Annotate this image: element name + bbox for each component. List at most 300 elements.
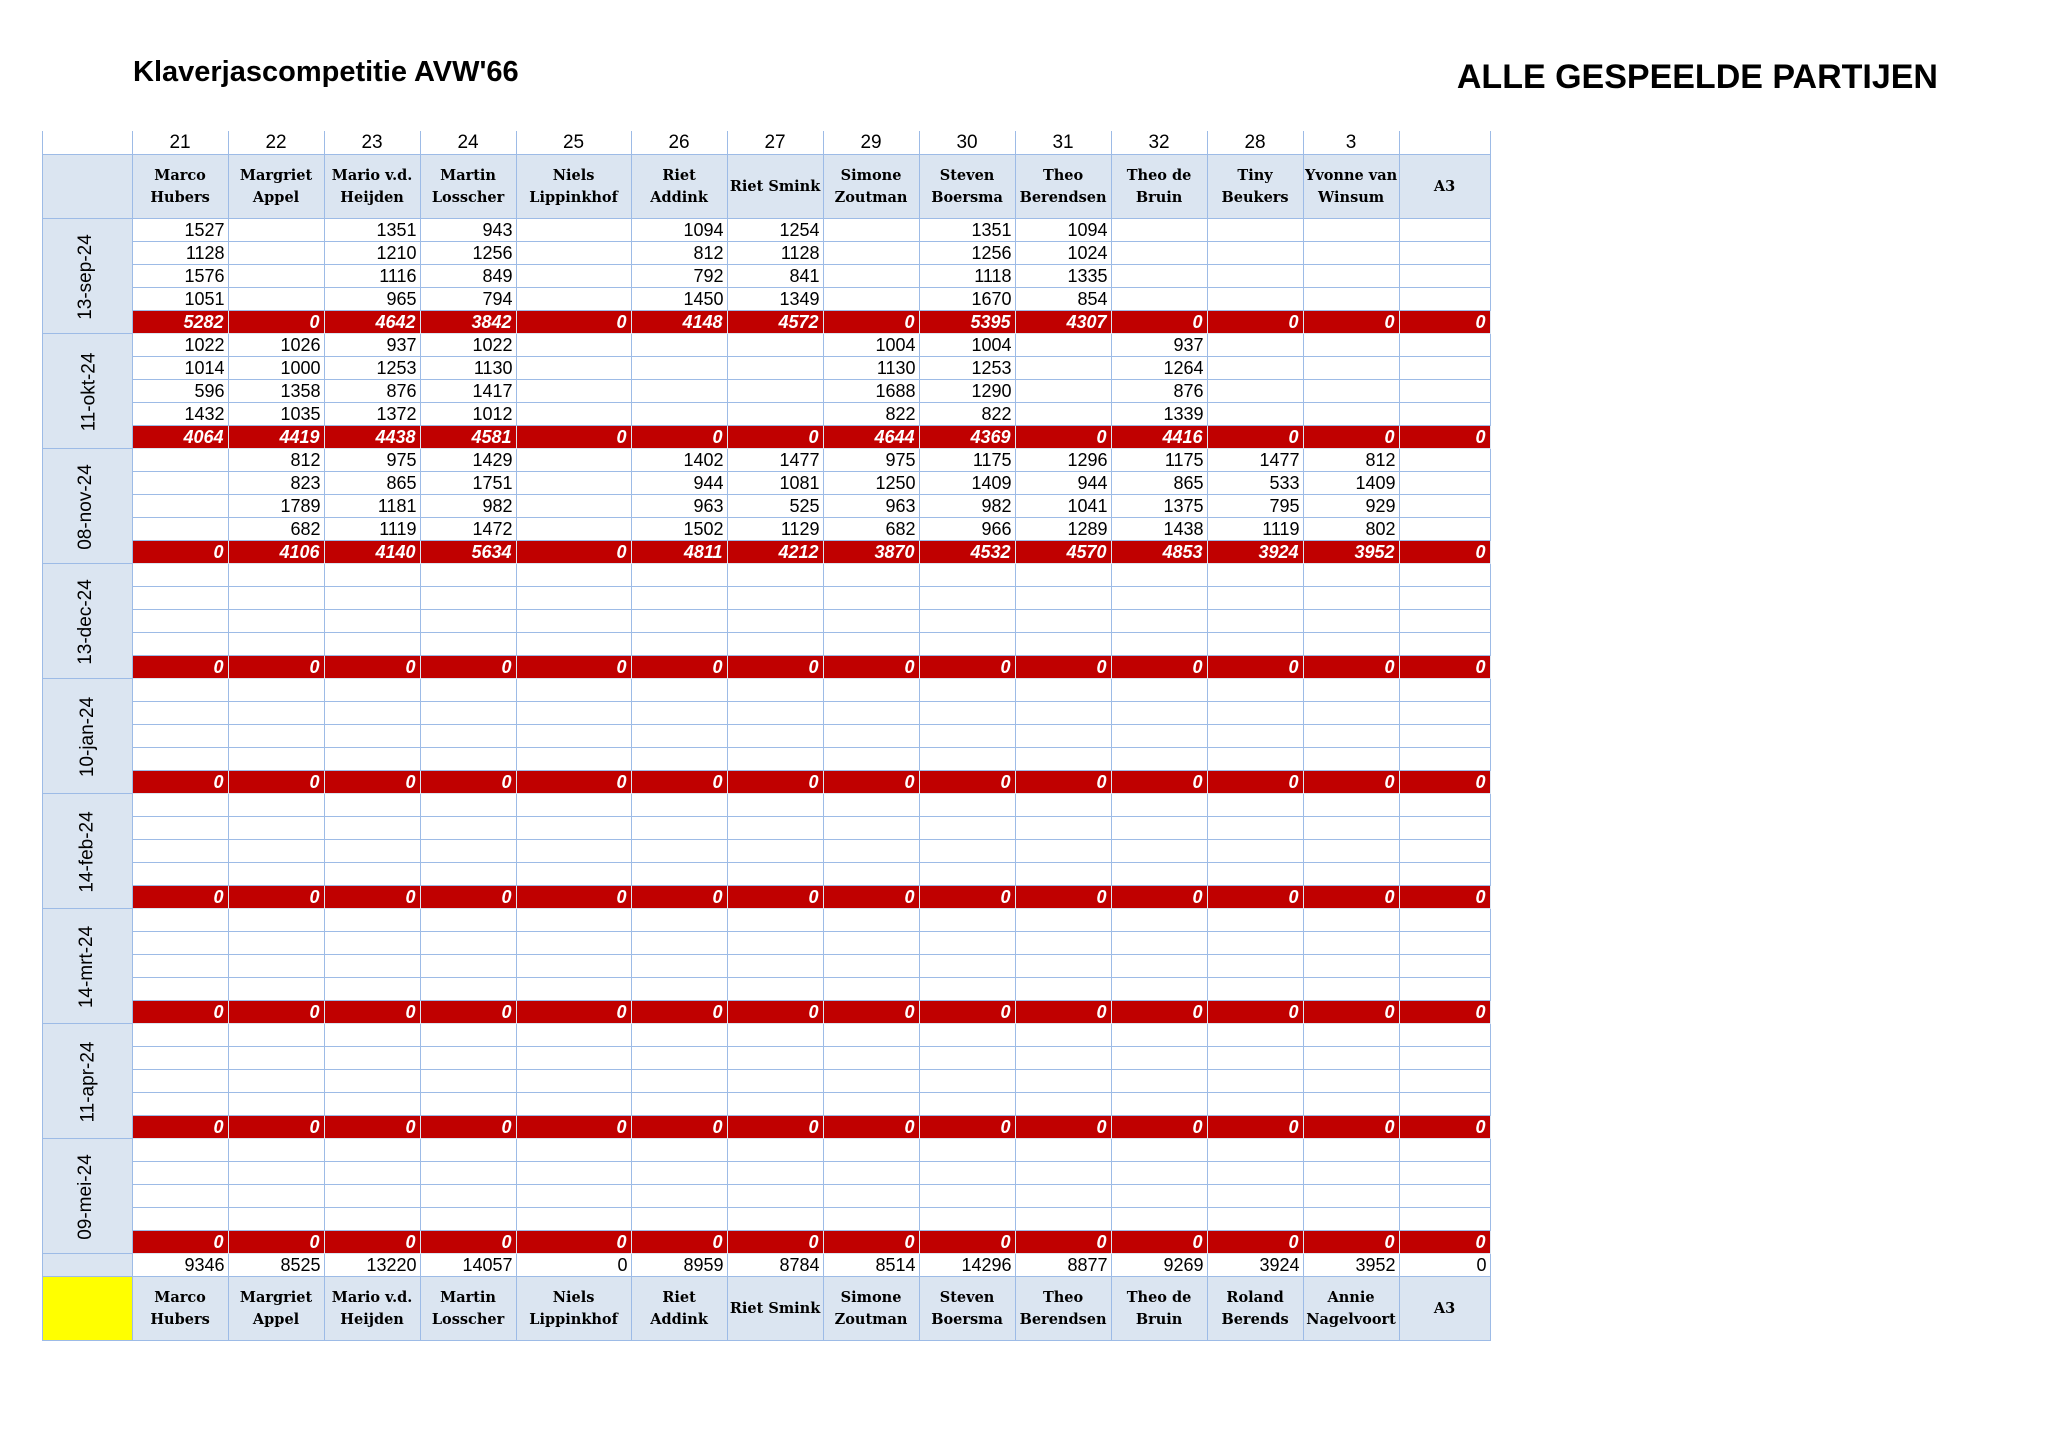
score-cell: [631, 1047, 727, 1070]
score-cell: 1477: [727, 449, 823, 472]
score-cell: [228, 1185, 324, 1208]
score-cell: [324, 909, 420, 932]
player-name-line2: Losscher: [431, 1310, 505, 1328]
score-row: [43, 633, 1491, 656]
score-cell: [1207, 909, 1303, 932]
score-cell: [727, 1139, 823, 1162]
subtotal-cell: 4644: [823, 426, 919, 449]
score-cell: [631, 955, 727, 978]
score-cell: [823, 1162, 919, 1185]
subtotal-cell: 0: [727, 1116, 823, 1139]
subtotal-cell: 0: [132, 771, 228, 794]
score-cell: [228, 909, 324, 932]
score-cell: [228, 1162, 324, 1185]
score-cell: 1472: [420, 518, 516, 541]
score-cell: [727, 357, 823, 380]
subtotal-cell: 0: [228, 1116, 324, 1139]
score-cell: [516, 1185, 631, 1208]
score-cell: [1399, 265, 1490, 288]
score-cell: [1207, 932, 1303, 955]
score-cell: 1175: [1111, 449, 1207, 472]
score-cell: [1207, 1208, 1303, 1231]
score-cell: [727, 334, 823, 357]
score-cell: [132, 587, 228, 610]
score-cell: 1409: [919, 472, 1015, 495]
player-name-line2: Appel: [252, 188, 300, 206]
total-cell: 9346: [132, 1254, 228, 1277]
score-cell: [1399, 817, 1490, 840]
subtotal-cell: 0: [420, 1001, 516, 1024]
score-cell: [228, 288, 324, 311]
score-cell: [727, 564, 823, 587]
score-cell: [631, 403, 727, 426]
subtotal-cell: 4570: [1015, 541, 1111, 564]
score-cell: [1015, 909, 1111, 932]
player-name: [420, 1277, 516, 1341]
score-cell: [132, 1208, 228, 1231]
subtotal-cell: 0: [324, 656, 420, 679]
player-number: 31: [1015, 131, 1111, 155]
score-cell: [919, 1070, 1015, 1093]
subtotal-cell: 0: [516, 886, 631, 909]
score-cell: [823, 288, 919, 311]
player-name-line1: A3: [1433, 1299, 1456, 1317]
session-date: [43, 794, 133, 909]
subtotal-cell: 4064: [132, 426, 228, 449]
subtotal-cell: 4532: [919, 541, 1015, 564]
subtotal-cell: 0: [1207, 311, 1303, 334]
session-date-label: 09-mei-24: [74, 1153, 96, 1240]
player-name-line1: Riet Addink: [650, 166, 708, 206]
score-cell: [823, 909, 919, 932]
player-name-line1: Roland: [1226, 1288, 1284, 1306]
score-cell: [420, 633, 516, 656]
totals-corner: [43, 1254, 133, 1277]
score-cell: [516, 1093, 631, 1116]
subtotal-cell: 0: [1303, 311, 1399, 334]
score-cell: [1399, 288, 1490, 311]
player-name: [1399, 155, 1490, 219]
score-cell: [1399, 518, 1490, 541]
score-cell: [1303, 725, 1399, 748]
score-cell: 1789: [228, 495, 324, 518]
score-cell: [727, 932, 823, 955]
score-cell: 1349: [727, 288, 823, 311]
score-cell: 1429: [420, 449, 516, 472]
subtotal-cell: 0: [228, 1001, 324, 1024]
score-cell: [132, 955, 228, 978]
score-cell: [324, 1070, 420, 1093]
score-cell: [1399, 978, 1490, 1001]
player-name: [823, 1277, 919, 1341]
score-cell: 1250: [823, 472, 919, 495]
score-cell: [420, 1093, 516, 1116]
score-cell: [516, 1070, 631, 1093]
score-cell: [1303, 1208, 1399, 1231]
score-cell: 533: [1207, 472, 1303, 495]
subtotal-cell: 0: [516, 541, 631, 564]
subtotal-cell: 5282: [132, 311, 228, 334]
score-cell: [1111, 794, 1207, 817]
score-cell: [1207, 794, 1303, 817]
score-cell: [823, 610, 919, 633]
subtotal-cell: 0: [1015, 656, 1111, 679]
player-number: 29: [823, 131, 919, 155]
score-cell: [228, 679, 324, 702]
player-name-line1: Steven: [939, 1288, 995, 1306]
subtotal-cell: 0: [1111, 886, 1207, 909]
score-cell: [1111, 748, 1207, 771]
score-cell: 1022: [420, 334, 516, 357]
score-cell: [631, 1070, 727, 1093]
score-cell: [132, 472, 228, 495]
score-cell: [919, 748, 1015, 771]
score-cell: [1303, 817, 1399, 840]
score-cell: 1119: [324, 518, 420, 541]
player-name: [727, 155, 823, 219]
name-corner: [43, 1277, 133, 1341]
subtotal-cell: 0: [516, 311, 631, 334]
session-date: [43, 334, 133, 449]
score-cell: [1207, 863, 1303, 886]
score-cell: [1303, 955, 1399, 978]
subtotal-cell: 4148: [631, 311, 727, 334]
score-cell: [420, 1162, 516, 1185]
player-name-line1: Theo: [1042, 166, 1084, 184]
subtotal-cell: 0: [631, 771, 727, 794]
score-cell: 1022: [132, 334, 228, 357]
score-cell: [1207, 288, 1303, 311]
subtotal-cell: 3842: [420, 311, 516, 334]
section-title: ALLE GESPEELDE PARTIJEN: [1456, 58, 1938, 96]
score-cell: [823, 840, 919, 863]
score-cell: [324, 1208, 420, 1231]
score-cell: 929: [1303, 495, 1399, 518]
score-cell: 982: [420, 495, 516, 518]
subtotal-cell: 4581: [420, 426, 516, 449]
player-name: [324, 1277, 420, 1341]
score-cell: [919, 1139, 1015, 1162]
score-cell: [1207, 633, 1303, 656]
score-cell: [1111, 633, 1207, 656]
score-cell: 1014: [132, 357, 228, 380]
score-cell: [1207, 265, 1303, 288]
score-cell: 1751: [420, 472, 516, 495]
score-cell: [1207, 357, 1303, 380]
score-cell: [919, 1208, 1015, 1231]
score-cell: [1207, 978, 1303, 1001]
player-number: 24: [420, 131, 516, 155]
score-cell: [631, 1093, 727, 1116]
score-cell: [919, 725, 1015, 748]
score-row: [43, 380, 1491, 403]
score-cell: [420, 978, 516, 1001]
subtotal-cell: 4106: [228, 541, 324, 564]
player-name-line2: Hubers: [150, 1310, 210, 1328]
score-cell: [516, 863, 631, 886]
score-cell: [727, 978, 823, 1001]
score-cell: [1399, 380, 1490, 403]
score-row: [43, 1070, 1491, 1093]
score-cell: [420, 1208, 516, 1231]
subtotal-cell: 0: [1303, 1231, 1399, 1254]
score-cell: [631, 1162, 727, 1185]
score-cell: [1399, 242, 1490, 265]
score-cell: [631, 610, 727, 633]
session-date: [43, 909, 133, 1024]
subtotal-cell: 0: [420, 1231, 516, 1254]
score-cell: [1399, 932, 1490, 955]
score-cell: [324, 679, 420, 702]
score-cell: [420, 564, 516, 587]
player-name-line1: Martin: [440, 166, 496, 184]
player-name-line1: Mario v.d.: [331, 1288, 413, 1306]
score-cell: [727, 840, 823, 863]
score-cell: [1399, 748, 1490, 771]
total-cell: 8525: [228, 1254, 324, 1277]
player-number: 32: [1111, 131, 1207, 155]
score-cell: 1081: [727, 472, 823, 495]
player-number: [1399, 131, 1490, 155]
score-cell: [1111, 1093, 1207, 1116]
score-cell: [132, 1070, 228, 1093]
score-cell: [324, 955, 420, 978]
session-date: [43, 1139, 133, 1254]
score-cell: [1399, 1070, 1490, 1093]
score-cell: [631, 1185, 727, 1208]
score-cell: [823, 587, 919, 610]
subtotal-cell: 0: [1111, 1001, 1207, 1024]
score-row: [43, 472, 1491, 495]
score-cell: 822: [919, 403, 1015, 426]
score-cell: [516, 932, 631, 955]
player-name: [132, 1277, 228, 1341]
score-cell: [631, 334, 727, 357]
player-name-line2: Zoutman: [834, 1310, 908, 1328]
score-cell: [516, 978, 631, 1001]
score-cell: 1041: [1015, 495, 1111, 518]
score-cell: 1502: [631, 518, 727, 541]
score-cell: [228, 978, 324, 1001]
score-cell: [823, 1047, 919, 1070]
score-cell: [631, 633, 727, 656]
subtotal-cell: 0: [516, 771, 631, 794]
player-number: 28: [1207, 131, 1303, 155]
score-cell: [919, 610, 1015, 633]
subtotal-cell: 0: [1303, 426, 1399, 449]
score-row: [43, 909, 1491, 932]
score-cell: [420, 587, 516, 610]
player-name-line1: A3: [1433, 177, 1456, 195]
score-cell: [631, 978, 727, 1001]
footer-name-row: [43, 1277, 1491, 1341]
total-cell: 3952: [1303, 1254, 1399, 1277]
score-cell: [1015, 978, 1111, 1001]
score-row: [43, 817, 1491, 840]
player-name-line2: Berendsen: [1019, 1310, 1107, 1328]
score-cell: [727, 817, 823, 840]
subtotal-cell: 3952: [1303, 541, 1399, 564]
score-cell: [420, 1024, 516, 1047]
player-name: [1111, 1277, 1207, 1341]
score-cell: [1399, 587, 1490, 610]
score-cell: [823, 1139, 919, 1162]
score-cell: [919, 1024, 1015, 1047]
score-cell: [228, 1139, 324, 1162]
subtotal-cell: 0: [727, 886, 823, 909]
score-cell: [1303, 1024, 1399, 1047]
subtotal-cell: 0: [1303, 1001, 1399, 1024]
subtotal-cell: 0: [727, 1001, 823, 1024]
subtotal-cell: 0: [1207, 426, 1303, 449]
score-cell: [1015, 610, 1111, 633]
score-cell: [516, 357, 631, 380]
score-cell: [228, 633, 324, 656]
score-cell: [132, 1024, 228, 1047]
score-cell: [324, 610, 420, 633]
score-cell: [420, 1047, 516, 1070]
score-cell: [420, 955, 516, 978]
score-cell: [228, 702, 324, 725]
score-cell: 1264: [1111, 357, 1207, 380]
session-date-label: 11-apr-24: [77, 1041, 99, 1122]
score-cell: [132, 840, 228, 863]
score-cell: [1399, 564, 1490, 587]
subtotal-cell: 0: [823, 656, 919, 679]
score-cell: [516, 288, 631, 311]
player-number: 30: [919, 131, 1015, 155]
score-cell: [727, 633, 823, 656]
score-cell: 682: [228, 518, 324, 541]
score-cell: [516, 219, 631, 242]
score-cell: [228, 955, 324, 978]
score-cell: [823, 748, 919, 771]
subtotal-cell: 0: [631, 426, 727, 449]
subtotal-cell: 0: [324, 1231, 420, 1254]
score-cell: [1111, 219, 1207, 242]
score-cell: [132, 794, 228, 817]
session-date-label: 14-mrt-24: [76, 925, 98, 1008]
score-cell: 1409: [1303, 472, 1399, 495]
player-name-line1: Riet Addink: [650, 1288, 708, 1328]
score-cell: [228, 817, 324, 840]
score-cell: 1128: [132, 242, 228, 265]
score-cell: [919, 1047, 1015, 1070]
score-cell: 1477: [1207, 449, 1303, 472]
score-cell: [1399, 840, 1490, 863]
subtotal-cell: 0: [420, 886, 516, 909]
score-cell: [1399, 334, 1490, 357]
score-cell: [1399, 1185, 1490, 1208]
subtotal-row: [43, 1116, 1491, 1139]
score-cell: 1012: [420, 403, 516, 426]
score-cell: [516, 1047, 631, 1070]
score-cell: [1399, 1093, 1490, 1116]
score-cell: [727, 1162, 823, 1185]
player-number: 27: [727, 131, 823, 155]
player-number: 25: [516, 131, 631, 155]
player-name-line2: Winsum: [1317, 188, 1385, 206]
subtotal-cell: 0: [132, 656, 228, 679]
score-cell: [228, 748, 324, 771]
score-cell: [823, 794, 919, 817]
player-name-line2: Heijden: [340, 188, 404, 206]
total-cell: 8784: [727, 1254, 823, 1277]
subtotal-cell: 0: [1303, 886, 1399, 909]
player-name: [1303, 1277, 1399, 1341]
score-cell: [1399, 449, 1490, 472]
score-row: [43, 1208, 1491, 1231]
subtotal-cell: 4140: [324, 541, 420, 564]
score-cell: [516, 840, 631, 863]
subtotal-cell: 0: [823, 1001, 919, 1024]
score-cell: 1576: [132, 265, 228, 288]
score-cell: [1207, 380, 1303, 403]
player-name-line2: Zoutman: [834, 188, 908, 206]
name-corner: [43, 155, 133, 219]
score-cell: [1399, 472, 1490, 495]
score-cell: [1303, 219, 1399, 242]
score-cell: [1015, 679, 1111, 702]
score-cell: [324, 1024, 420, 1047]
player-name-line1: Theo: [1042, 1288, 1084, 1306]
score-cell: [516, 242, 631, 265]
score-cell: [420, 909, 516, 932]
score-cell: [1015, 863, 1111, 886]
score-cell: [1111, 587, 1207, 610]
score-cell: [823, 219, 919, 242]
subtotal-cell: 0: [228, 311, 324, 334]
score-row: [43, 1024, 1491, 1047]
subtotal-cell: 0: [1207, 771, 1303, 794]
score-cell: [1303, 288, 1399, 311]
score-cell: [1111, 610, 1207, 633]
score-cell: 876: [1111, 380, 1207, 403]
score-cell: [1303, 978, 1399, 1001]
score-cell: [1207, 242, 1303, 265]
score-cell: [516, 702, 631, 725]
score-cell: [1303, 564, 1399, 587]
score-row: [43, 702, 1491, 725]
score-cell: 1175: [919, 449, 1015, 472]
score-cell: [324, 1093, 420, 1116]
score-cell: [420, 1139, 516, 1162]
score-row: [43, 495, 1491, 518]
subtotal-cell: 0: [132, 886, 228, 909]
score-cell: [1207, 679, 1303, 702]
subtotal-cell: 0: [823, 886, 919, 909]
score-cell: [1015, 1208, 1111, 1231]
score-row: [43, 610, 1491, 633]
score-cell: [1207, 1047, 1303, 1070]
score-cell: [823, 932, 919, 955]
score-cell: 944: [631, 472, 727, 495]
score-row: [43, 1139, 1491, 1162]
score-cell: [420, 1070, 516, 1093]
header-name-row: [43, 155, 1491, 219]
score-cell: [1015, 357, 1111, 380]
score-cell: [1111, 242, 1207, 265]
score-cell: [631, 1208, 727, 1231]
score-cell: [1303, 587, 1399, 610]
subtotal-cell: 0: [228, 886, 324, 909]
score-cell: [1207, 725, 1303, 748]
score-cell: [631, 1024, 727, 1047]
score-cell: [919, 702, 1015, 725]
subtotal-cell: 0: [1111, 1116, 1207, 1139]
subtotal-cell: 0: [228, 1231, 324, 1254]
subtotal-row: [43, 311, 1491, 334]
